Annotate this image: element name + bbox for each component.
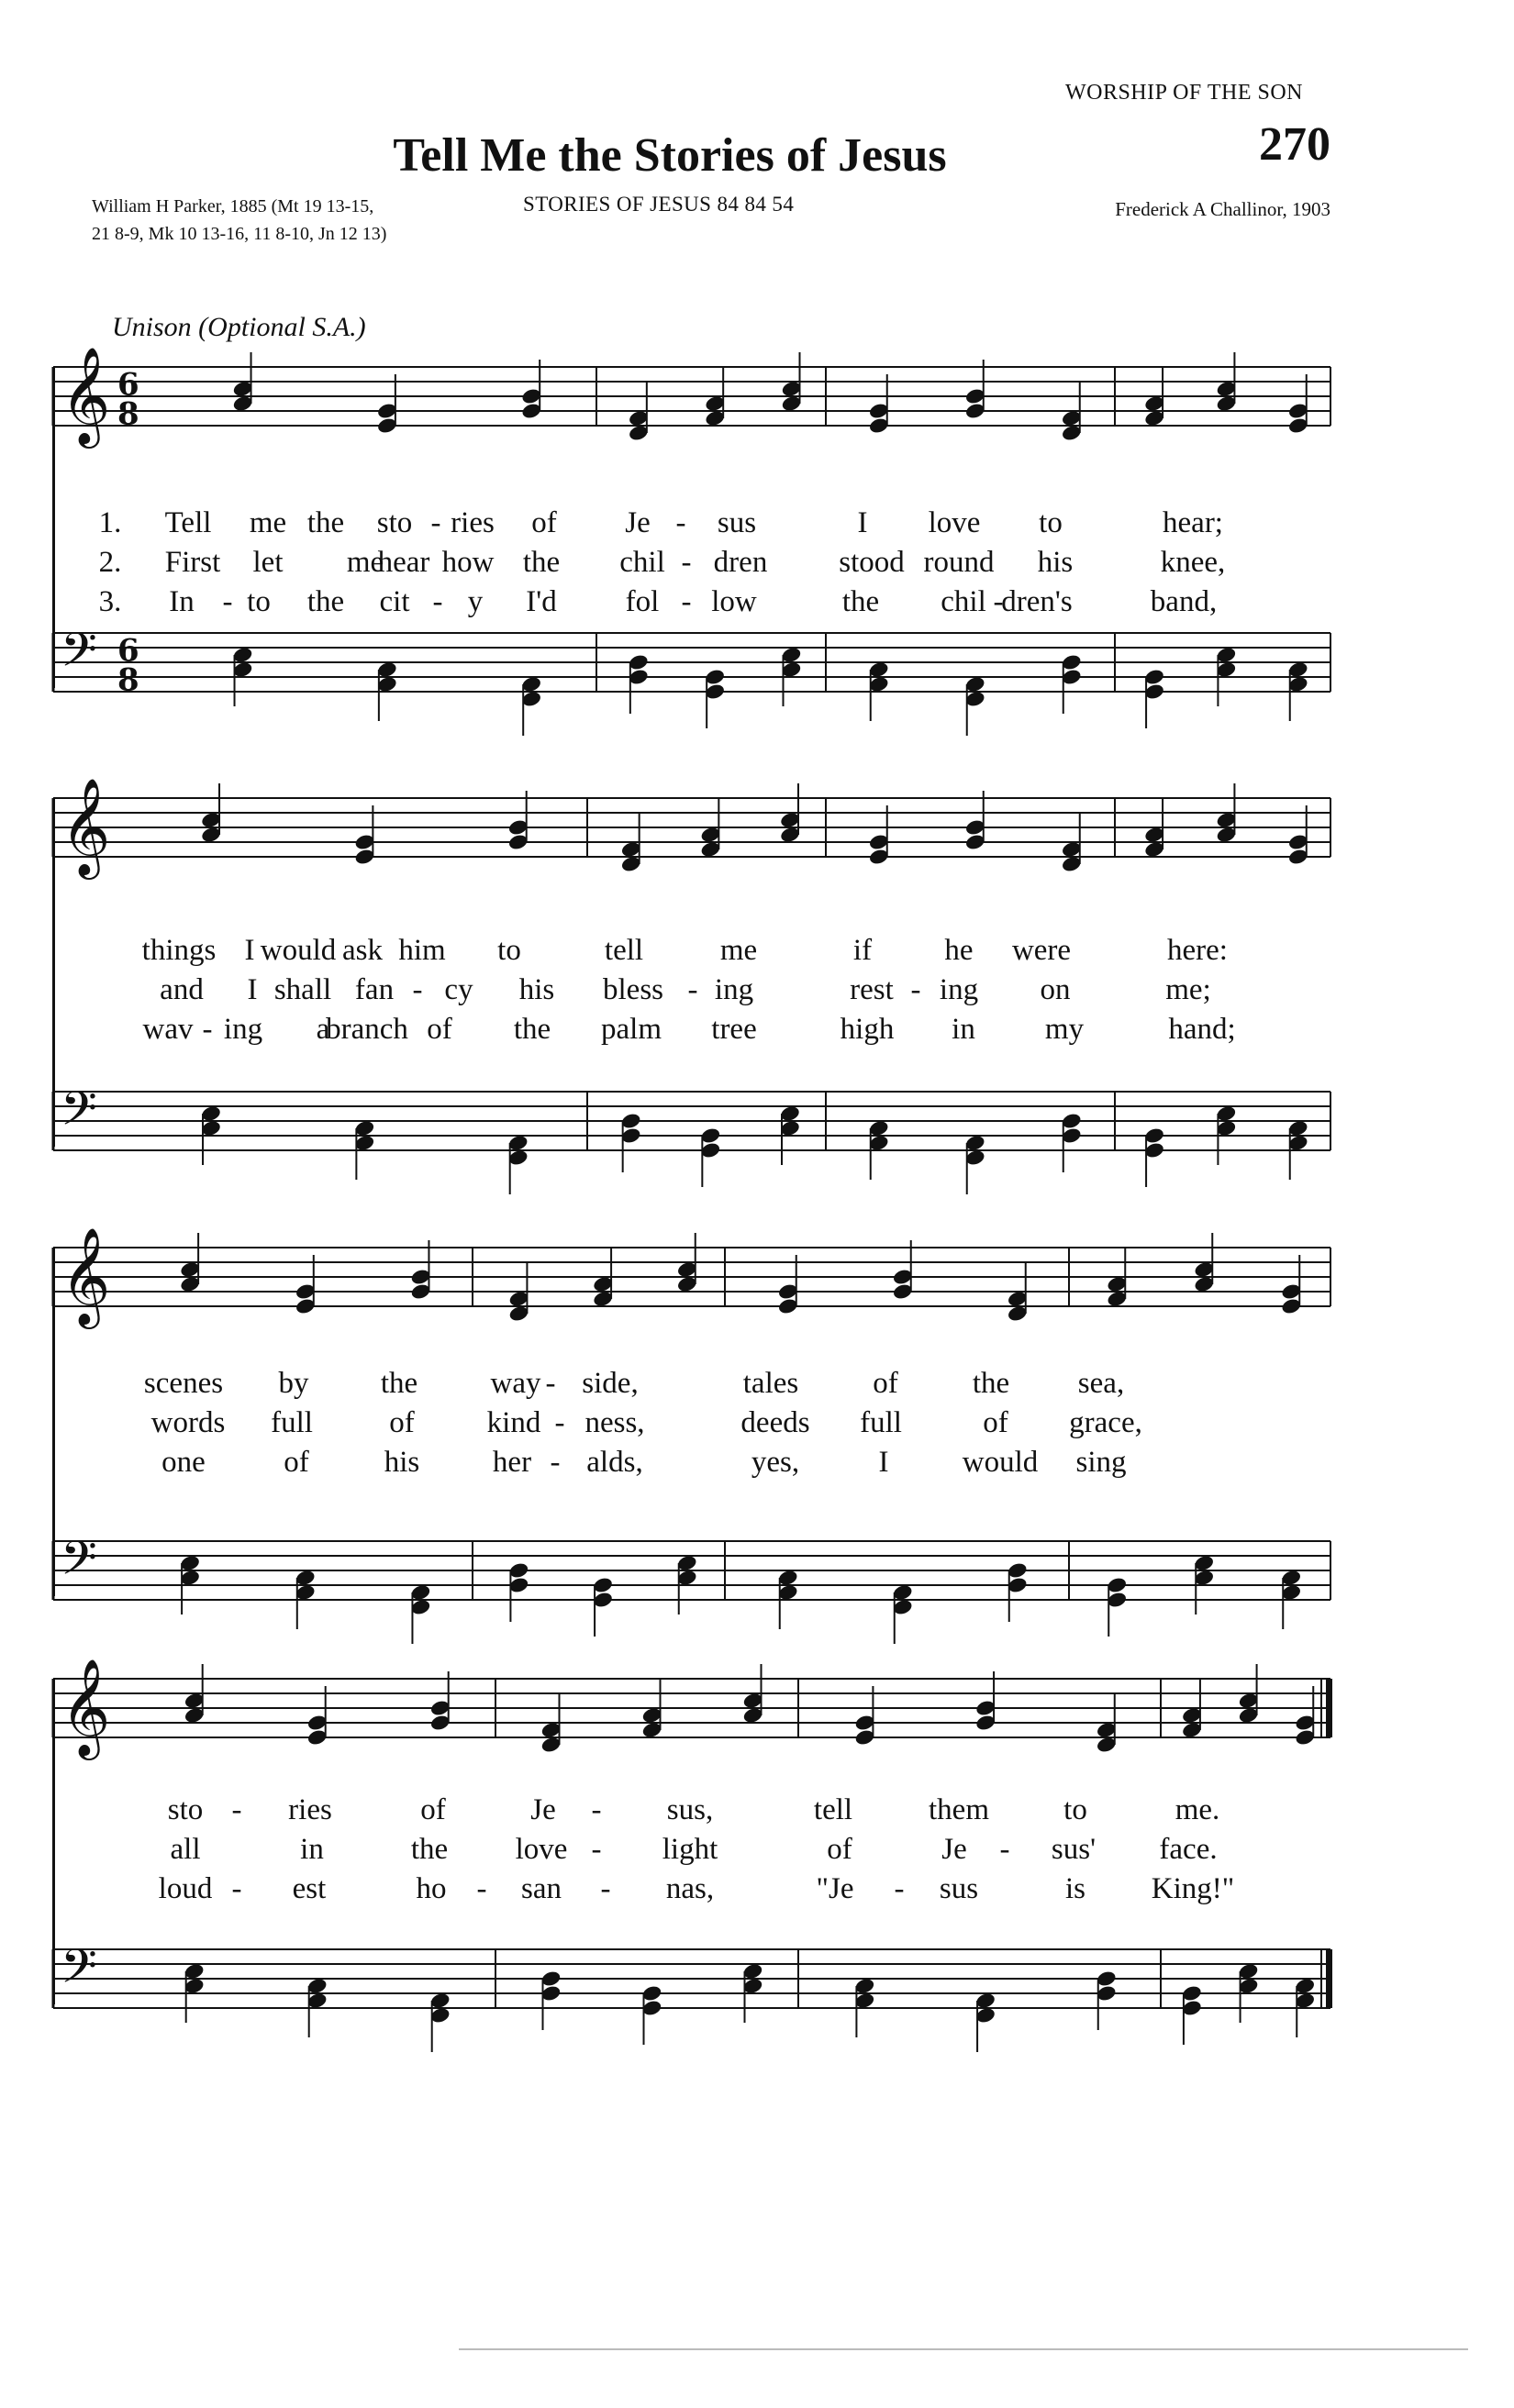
lyric-syllable: loud: [158, 1872, 213, 1905]
lyric-syllable: if: [852, 934, 873, 967]
lyric-syllable: things: [141, 934, 217, 967]
lyric-syllable: my: [1044, 1013, 1085, 1046]
treble-clef-icon: 𝄞: [61, 1658, 111, 1756]
staff-lines: [53, 1541, 1330, 1600]
lyric-syllable: the: [972, 1367, 1010, 1400]
lyric-syllable: dren: [713, 546, 768, 579]
lyric-syllable: -: [894, 1872, 905, 1905]
lyric-syllable: of: [983, 1406, 1008, 1439]
lyric-syllable: would: [260, 934, 337, 967]
hymn-title: Tell Me the Stories of Jesus: [393, 129, 947, 182]
bass-clef-icon: 𝄢: [61, 1530, 97, 1597]
lyric-syllable: a: [316, 1013, 330, 1046]
lyric-syllable: In: [169, 585, 195, 618]
svg-text:6: 6: [117, 632, 139, 670]
lyric-syllable: ing: [223, 1013, 263, 1046]
composer-credit: Frederick A Challinor, 1903: [1115, 198, 1330, 220]
lyric-syllable: sto: [167, 1793, 204, 1826]
lyric-syllable: fol: [625, 585, 660, 618]
hymn-number: 270: [1259, 118, 1330, 171]
lyric-syllable: cit: [379, 585, 410, 618]
lyric-syllable: ries: [451, 506, 495, 539]
lyric-syllable: sus: [939, 1872, 979, 1905]
staff-lines: [53, 1248, 1330, 1306]
lyric-syllable: I: [244, 934, 255, 967]
lyric-syllable: rest: [850, 973, 894, 1006]
lyric-syllable: hear;: [1163, 506, 1223, 539]
final-barline-thick: [1326, 1949, 1332, 2008]
lyric-syllable: "Je: [816, 1872, 854, 1905]
treble-clef-icon: 𝄞: [61, 1226, 111, 1325]
section-label: WORSHIP OF THE SON: [1064, 81, 1303, 105]
lyric-syllable: love: [928, 506, 981, 539]
lyric-syllable: est: [292, 1872, 327, 1905]
lyric-syllable: light: [662, 1833, 718, 1866]
system-connector: [52, 367, 55, 688]
lyric-syllable: -: [681, 546, 692, 579]
bass-clef-icon: 𝄢: [61, 622, 97, 689]
lyric-syllable: one: [161, 1446, 206, 1479]
lyric-syllable: -: [675, 506, 686, 539]
lyric-syllable: sus: [717, 506, 757, 539]
lyric-syllable: here:: [1167, 934, 1228, 967]
bass-clef-icon: 𝄢: [61, 1938, 97, 2005]
lyric-syllable: way: [490, 1367, 541, 1400]
lyric-syllable: in: [300, 1833, 324, 1866]
lyric-syllable: -: [432, 585, 443, 618]
lyric-syllable: he: [944, 934, 974, 967]
lyric-syllable: knee,: [1160, 546, 1226, 579]
lyric-syllable: words: [150, 1406, 226, 1439]
lyric-syllable: face.: [1159, 1833, 1218, 1866]
treble-clef-icon: 𝄞: [61, 346, 111, 444]
lyric-syllable: -: [545, 1367, 556, 1400]
lyric-syllable: is: [1064, 1872, 1086, 1905]
lyric-syllable: I: [857, 506, 868, 539]
author-credit: [92, 193, 523, 248]
lyric-syllable: low: [711, 585, 757, 618]
bass-staff-3: [0, 1523, 1514, 1651]
lyric-syllable: shall: [273, 973, 332, 1006]
lyric-syllable: her: [492, 1446, 532, 1479]
lyric-syllable: were: [1011, 934, 1072, 967]
treble-staff-2: [0, 777, 1514, 908]
lyric-syllable: the: [380, 1367, 418, 1400]
lyric-syllable: ask: [342, 934, 383, 967]
lyric-syllable: chil: [619, 546, 665, 579]
lyric-syllable: cy: [444, 973, 473, 1006]
lyric-syllable: the: [306, 585, 345, 618]
lyric-syllable: the: [841, 585, 880, 618]
lyric-syllable: -: [591, 1793, 602, 1826]
lyric-syllable: Je: [530, 1793, 556, 1826]
lyric-syllable: high: [840, 1013, 895, 1046]
lyric-syllable: in: [952, 1013, 975, 1046]
lyric-syllable: 1.: [98, 506, 122, 539]
lyric-syllable: 2.: [98, 546, 122, 579]
lyric-syllable: y: [467, 585, 484, 618]
staff-lines: [53, 633, 1330, 692]
tune-name: STORIES OF JESUS 84 84 54: [523, 193, 795, 216]
treble-staff-4: [0, 1660, 1514, 1789]
lyric-syllable: the: [306, 506, 345, 539]
treble-staff-1: [0, 346, 1514, 477]
lyric-syllable: of: [873, 1367, 898, 1400]
lyric-syllable: tales: [742, 1367, 799, 1400]
lyric-syllable: chil: [941, 585, 986, 618]
lyric-syllable: -: [550, 1446, 561, 1479]
lyric-syllable: full: [271, 1406, 313, 1439]
lyric-syllable: side,: [582, 1367, 639, 1400]
staff-lines: [53, 798, 1330, 857]
lyric-syllable: of: [427, 1013, 452, 1046]
lyric-syllable: me;: [1165, 973, 1211, 1006]
lyric-syllable: -: [687, 973, 698, 1006]
lyric-syllable: to: [247, 585, 271, 618]
lyric-syllable: alds,: [586, 1446, 643, 1479]
system-connector: [52, 798, 55, 1147]
lyric-syllable: grace,: [1069, 1406, 1142, 1439]
lyric-syllable: ing: [939, 973, 979, 1006]
lyric-syllable: Je: [941, 1833, 967, 1866]
lyric-syllable: his: [1037, 546, 1074, 579]
time-signature: [117, 632, 139, 698]
final-barline-thick: [1326, 1679, 1332, 1737]
lyric-syllable: -: [476, 1872, 487, 1905]
lyric-syllable: kind: [486, 1406, 541, 1439]
lyric-syllable: them: [929, 1793, 989, 1826]
lyric-syllable: of: [284, 1446, 309, 1479]
system-connector: [52, 1679, 55, 2004]
lyric-syllable: me: [719, 934, 758, 967]
lyric-syllable: all: [170, 1833, 201, 1866]
lyric-syllable: hear: [377, 546, 430, 579]
bass-staff-2: [0, 1073, 1514, 1202]
time-signature: [117, 366, 139, 432]
staff-lines: [53, 367, 1330, 426]
staff-lines: [53, 1949, 1330, 2008]
lyric-syllable: the: [513, 1013, 551, 1046]
lyric-syllable: let: [252, 546, 284, 579]
lyric-syllable: ing: [714, 973, 754, 1006]
lyric-syllable: deeds: [740, 1406, 810, 1439]
lyric-syllable: tell: [813, 1793, 853, 1826]
lyric-syllable: I'd: [526, 585, 557, 618]
lyric-syllable: round: [923, 546, 995, 579]
lyric-syllable: stood: [839, 546, 905, 579]
lyric-syllable: of: [531, 506, 557, 539]
lyric-syllable: branch: [326, 1013, 408, 1046]
lyric-syllable: me: [249, 506, 287, 539]
lyric-syllable: -: [591, 1833, 602, 1866]
lyric-syllable: ho: [416, 1872, 447, 1905]
lyric-syllable: dren's: [1001, 585, 1073, 618]
lyric-syllable: 3.: [98, 585, 122, 618]
lyric-syllable: palm: [601, 1013, 662, 1046]
lyric-syllable: Je: [625, 506, 651, 539]
svg-text:8: 8: [117, 661, 139, 699]
lyric-syllable: fan: [354, 973, 395, 1006]
lyric-syllable: -: [222, 585, 233, 618]
lyric-syllable: love: [515, 1833, 568, 1866]
lyric-syllable: the: [522, 546, 561, 579]
lyric-syllable: -: [412, 973, 423, 1006]
lyric-syllable: -: [600, 1872, 611, 1905]
system-connector: [52, 1248, 55, 1596]
lyric-syllable: -: [202, 1013, 213, 1046]
bass-staff-1: [0, 615, 1514, 743]
treble-clef-icon: 𝄞: [61, 777, 111, 875]
lyric-syllable: bless: [603, 973, 663, 1006]
lyric-syllable: -: [999, 1833, 1010, 1866]
staff-lines: [53, 1092, 1330, 1150]
lyric-syllable: me.: [1174, 1793, 1220, 1826]
lyric-syllable: would: [962, 1446, 1039, 1479]
lyric-syllable: sing: [1075, 1446, 1127, 1479]
lyric-syllable: -: [993, 585, 1004, 618]
lyric-syllable: -: [430, 506, 441, 539]
lyric-syllable: -: [554, 1406, 565, 1439]
lyric-syllable: on: [1040, 973, 1071, 1006]
lyric-syllable: the: [410, 1833, 449, 1866]
bass-staff-4: [0, 1931, 1514, 2059]
lyric-syllable: -: [231, 1872, 242, 1905]
lyric-syllable: by: [278, 1367, 309, 1400]
lyric-syllable: I: [878, 1446, 889, 1479]
lyric-syllable: sus': [1051, 1833, 1097, 1866]
lyric-syllable: scenes: [143, 1367, 224, 1400]
lyric-syllable: and: [160, 973, 204, 1006]
lyric-syllable: to: [1039, 506, 1063, 539]
lyric-syllable: his: [518, 973, 555, 1006]
lyric-syllable: of: [827, 1833, 852, 1866]
lyric-syllable: band,: [1150, 585, 1218, 618]
lyric-syllable: to: [1063, 1793, 1087, 1826]
lyric-syllable: his: [384, 1446, 420, 1479]
lyric-syllable: -: [910, 973, 921, 1006]
author-line-2: 21 8-9, Mk 10 13-16, 11 8-10, Jn 12 13): [92, 224, 387, 244]
lyric-syllable: to: [497, 934, 521, 967]
lyric-syllable: tree: [711, 1013, 757, 1046]
treble-staff-3: [0, 1226, 1514, 1358]
lyric-syllable: me: [346, 546, 384, 579]
lyric-syllable: sto: [376, 506, 413, 539]
performance-note: Unison (Optional S.A.): [112, 312, 366, 342]
lyric-syllable: -: [681, 585, 692, 618]
lyric-syllable: ness,: [584, 1406, 645, 1439]
lyric-syllable: ries: [288, 1793, 332, 1826]
lyric-syllable: how: [441, 546, 495, 579]
lyric-syllable: sus,: [666, 1793, 714, 1826]
svg-text:8: 8: [117, 395, 139, 433]
lyric-syllable: First: [164, 546, 221, 579]
lyric-syllable: Tell: [164, 506, 212, 539]
lyric-syllable: tell: [604, 934, 644, 967]
lyric-syllable: hand;: [1168, 1013, 1236, 1046]
lyric-syllable: King!": [1151, 1872, 1235, 1905]
author-line-1: William H Parker, 1885 (Mt 19 13-15,: [92, 196, 374, 216]
lyric-syllable: nas,: [665, 1872, 715, 1905]
lyric-syllable: wav: [142, 1013, 194, 1046]
lyric-syllable: him: [398, 934, 446, 967]
lyric-syllable: full: [860, 1406, 902, 1439]
lyric-syllable: san: [521, 1872, 562, 1905]
staff-lines: [53, 1679, 1330, 1737]
lyric-syllable: yes,: [751, 1446, 800, 1479]
bass-clef-icon: 𝄢: [61, 1081, 97, 1148]
lyric-syllable: I: [247, 973, 258, 1006]
lyric-syllable: of: [389, 1406, 415, 1439]
lyric-syllable: sea,: [1077, 1367, 1125, 1400]
lyric-syllable: of: [420, 1793, 446, 1826]
lyric-syllable: -: [231, 1793, 242, 1826]
footer-rule: [459, 2348, 1468, 2350]
svg-text:6: 6: [117, 366, 139, 404]
